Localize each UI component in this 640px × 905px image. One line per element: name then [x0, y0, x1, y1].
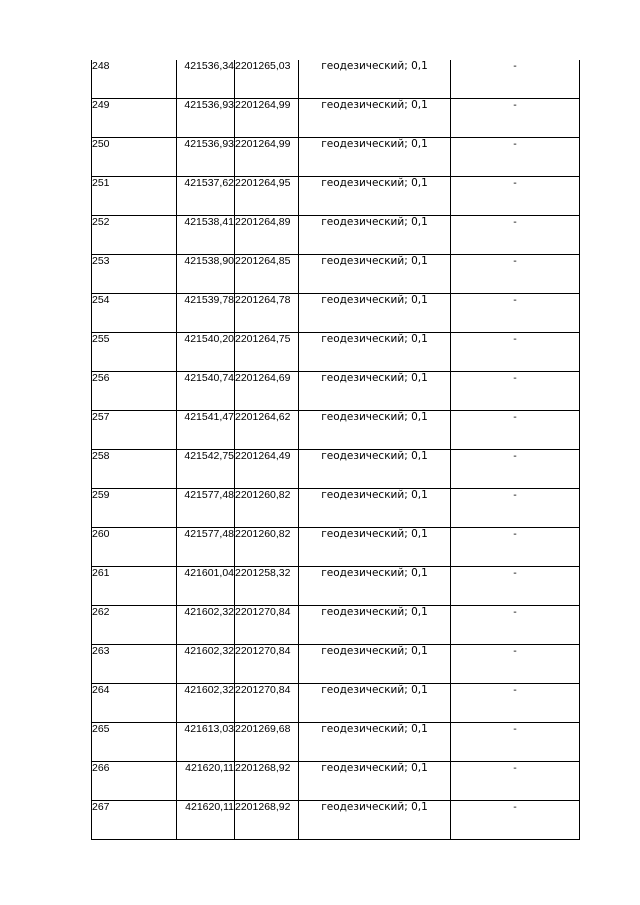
description-cell: -: [451, 489, 580, 528]
table-row: [92, 645, 580, 684]
method-accuracy-cell: геодезический; 0,1: [299, 762, 451, 801]
y-coordinate-cell: 2201268,92: [235, 762, 299, 801]
y-coordinate-cell: 2201270,84: [235, 606, 299, 645]
point-number-cell: 267: [92, 801, 177, 840]
point-number-cell: 250: [92, 138, 177, 177]
x-coordinate-cell: 421537,62: [177, 177, 235, 216]
description-cell: -: [451, 801, 580, 840]
table-row: [92, 606, 580, 645]
point-number-cell: 265: [92, 723, 177, 762]
y-coordinate-cell: 2201264,49: [235, 450, 299, 489]
description-cell: -: [451, 606, 580, 645]
description-cell: -: [451, 294, 580, 333]
point-number-cell: 256: [92, 372, 177, 411]
y-coordinate-cell: 2201260,82: [235, 528, 299, 567]
x-coordinate-cell: 421620,11: [177, 801, 235, 840]
y-coordinate-cell: 2201264,85: [235, 255, 299, 294]
description-cell: -: [451, 138, 580, 177]
point-number-cell: 254: [92, 294, 177, 333]
method-accuracy-cell: геодезический; 0,1: [299, 489, 451, 528]
x-coordinate-cell: 421602,32: [177, 606, 235, 645]
y-coordinate-cell: 2201264,75: [235, 333, 299, 372]
x-coordinate-cell: 421542,75: [177, 450, 235, 489]
y-coordinate-cell: 2201264,78: [235, 294, 299, 333]
table-row: [92, 450, 580, 489]
point-number-cell: 262: [92, 606, 177, 645]
table-row: [92, 333, 580, 372]
method-accuracy-cell: геодезический; 0,1: [299, 99, 451, 138]
table-row: [92, 801, 580, 840]
description-cell: -: [451, 372, 580, 411]
point-number-cell: 259: [92, 489, 177, 528]
table-row: [92, 723, 580, 762]
y-coordinate-cell: 2201270,84: [235, 645, 299, 684]
table-row: [92, 762, 580, 801]
method-accuracy-cell: геодезический; 0,1: [299, 801, 451, 840]
method-accuracy-cell: геодезический; 0,1: [299, 411, 451, 450]
x-coordinate-cell: 421601,04: [177, 567, 235, 606]
point-number-cell: 257: [92, 411, 177, 450]
coordinates-table: [91, 60, 580, 840]
method-accuracy-cell: геодезический; 0,1: [299, 606, 451, 645]
x-coordinate-cell: 421577,48: [177, 528, 235, 567]
table-row: [92, 411, 580, 450]
method-accuracy-cell: геодезический; 0,1: [299, 294, 451, 333]
coordinates-table-body: [92, 60, 580, 840]
description-cell: -: [451, 60, 580, 99]
method-accuracy-cell: геодезический; 0,1: [299, 450, 451, 489]
method-accuracy-cell: геодезический; 0,1: [299, 255, 451, 294]
point-number-cell: 261: [92, 567, 177, 606]
y-coordinate-cell: 2201260,82: [235, 489, 299, 528]
description-cell: -: [451, 645, 580, 684]
method-accuracy-cell: геодезический; 0,1: [299, 645, 451, 684]
x-coordinate-cell: 421536,93: [177, 138, 235, 177]
point-number-cell: 266: [92, 762, 177, 801]
description-cell: -: [451, 333, 580, 372]
method-accuracy-cell: геодезический; 0,1: [299, 333, 451, 372]
method-accuracy-cell: геодезический; 0,1: [299, 684, 451, 723]
x-coordinate-cell: 421620,11: [177, 762, 235, 801]
method-accuracy-cell: геодезический; 0,1: [299, 528, 451, 567]
table-row: [92, 567, 580, 606]
description-cell: -: [451, 99, 580, 138]
point-number-cell: 260: [92, 528, 177, 567]
table-row: [92, 294, 580, 333]
table-row: [92, 138, 580, 177]
point-number-cell: 263: [92, 645, 177, 684]
method-accuracy-cell: геодезический; 0,1: [299, 138, 451, 177]
x-coordinate-cell: 421541,47: [177, 411, 235, 450]
y-coordinate-cell: 2201264,99: [235, 99, 299, 138]
description-cell: -: [451, 528, 580, 567]
table-row: [92, 489, 580, 528]
table-row: [92, 177, 580, 216]
x-coordinate-cell: 421602,32: [177, 684, 235, 723]
point-number-cell: 249: [92, 99, 177, 138]
x-coordinate-cell: 421540,74: [177, 372, 235, 411]
method-accuracy-cell: геодезический; 0,1: [299, 723, 451, 762]
y-coordinate-cell: 2201264,95: [235, 177, 299, 216]
table-row: [92, 216, 580, 255]
x-coordinate-cell: 421613,03: [177, 723, 235, 762]
point-number-cell: 264: [92, 684, 177, 723]
x-coordinate-cell: 421539,78: [177, 294, 235, 333]
description-cell: -: [451, 684, 580, 723]
method-accuracy-cell: геодезический; 0,1: [299, 372, 451, 411]
method-accuracy-cell: геодезический; 0,1: [299, 60, 451, 99]
description-cell: -: [451, 762, 580, 801]
point-number-cell: 252: [92, 216, 177, 255]
x-coordinate-cell: 421538,41: [177, 216, 235, 255]
y-coordinate-cell: 2201269,68: [235, 723, 299, 762]
x-coordinate-cell: 421536,34: [177, 60, 235, 99]
table-row: [92, 255, 580, 294]
description-cell: -: [451, 450, 580, 489]
point-number-cell: 255: [92, 333, 177, 372]
table-row: [92, 60, 580, 99]
y-coordinate-cell: 2201258,32: [235, 567, 299, 606]
x-coordinate-cell: 421536,93: [177, 99, 235, 138]
method-accuracy-cell: геодезический; 0,1: [299, 567, 451, 606]
y-coordinate-cell: 2201264,99: [235, 138, 299, 177]
y-coordinate-cell: 2201264,89: [235, 216, 299, 255]
y-coordinate-cell: 2201270,84: [235, 684, 299, 723]
point-number-cell: 253: [92, 255, 177, 294]
description-cell: -: [451, 723, 580, 762]
y-coordinate-cell: 2201268,92: [235, 801, 299, 840]
table-row: [92, 372, 580, 411]
table-row: [92, 99, 580, 138]
description-cell: -: [451, 177, 580, 216]
x-coordinate-cell: 421602,32: [177, 645, 235, 684]
x-coordinate-cell: 421577,48: [177, 489, 235, 528]
y-coordinate-cell: 2201264,62: [235, 411, 299, 450]
x-coordinate-cell: 421538,90: [177, 255, 235, 294]
point-number-cell: 248: [92, 60, 177, 99]
point-number-cell: 258: [92, 450, 177, 489]
x-coordinate-cell: 421540,20: [177, 333, 235, 372]
method-accuracy-cell: геодезический; 0,1: [299, 216, 451, 255]
method-accuracy-cell: геодезический; 0,1: [299, 177, 451, 216]
description-cell: -: [451, 216, 580, 255]
point-number-cell: 251: [92, 177, 177, 216]
description-cell: -: [451, 567, 580, 606]
y-coordinate-cell: 2201265,03: [235, 60, 299, 99]
y-coordinate-cell: 2201264,69: [235, 372, 299, 411]
table-row: [92, 528, 580, 567]
table-row: [92, 684, 580, 723]
description-cell: -: [451, 411, 580, 450]
description-cell: -: [451, 255, 580, 294]
